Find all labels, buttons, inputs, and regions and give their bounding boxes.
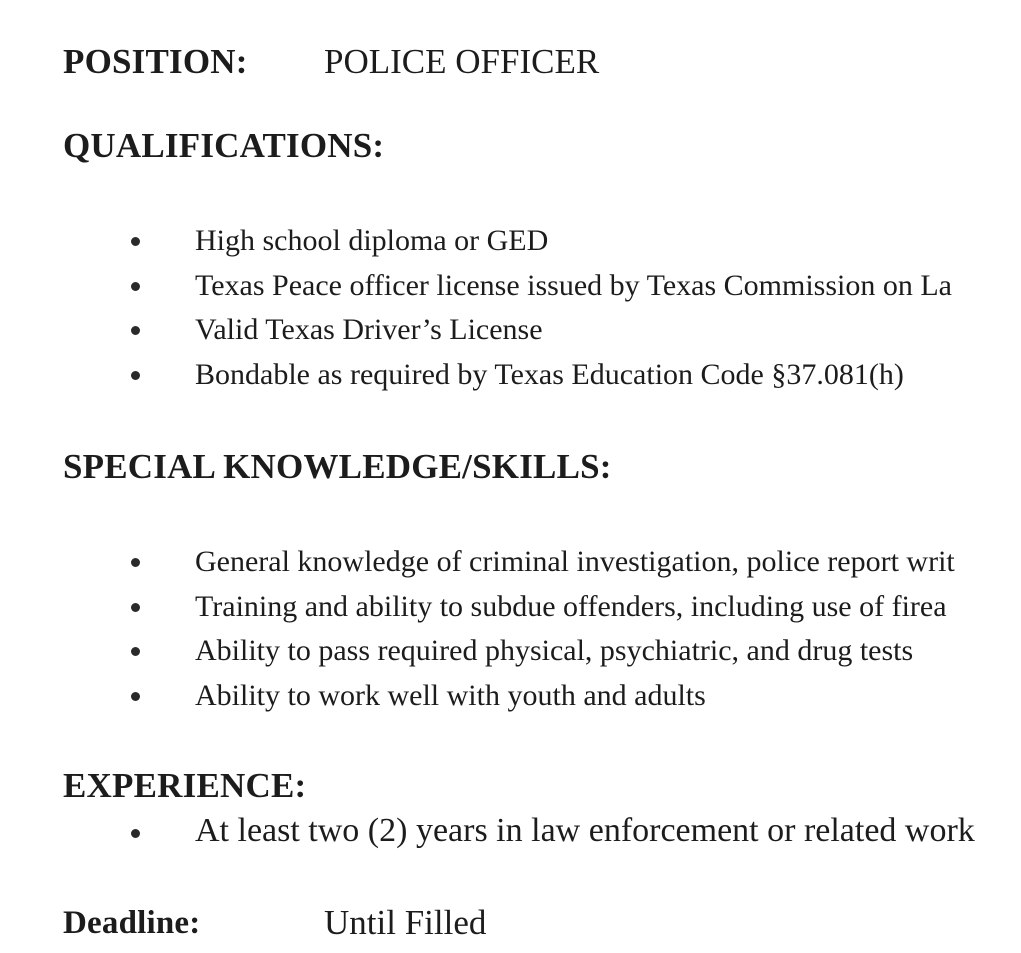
qualification-item: Texas Peace officer license issued by Texas Commission on La — [195, 269, 953, 302]
experience-heading: EXPERIENCE: — [63, 766, 307, 805]
bullet-icon — [131, 692, 140, 701]
skill-item: Ability to work well with youth and adults — [195, 679, 706, 712]
skill-item: Ability to pass required physical, psychiatric, and drug tests — [195, 634, 914, 667]
deadline-label: Deadline: — [63, 905, 201, 941]
deadline-value: Until Filled — [324, 903, 487, 942]
bullet-icon — [131, 282, 140, 291]
qualifications-heading: QUALIFICATIONS: — [63, 126, 385, 165]
bullet-icon — [131, 829, 140, 838]
skill-item: Training and ability to subdue offenders, including use of firea — [195, 590, 947, 623]
qualification-item: Bondable as required by Texas Education Code §37.081(h) — [195, 358, 904, 391]
skill-item: General knowledge of criminal investigation, police report writ — [195, 545, 955, 578]
experience-item: At least two (2) years in law enforcement or related work — [195, 812, 975, 849]
bullet-icon — [131, 603, 140, 612]
special-knowledge-heading: SPECIAL KNOWLEDGE/SKILLS: — [63, 447, 612, 486]
qualification-item: High school diploma or GED — [195, 224, 549, 257]
position-value: POLICE OFFICER — [324, 42, 600, 81]
bullet-icon — [131, 326, 140, 335]
bullet-icon — [131, 237, 140, 246]
bullet-icon — [131, 558, 140, 567]
bullet-icon — [131, 371, 140, 380]
position-label: POSITION: — [63, 42, 248, 81]
qualification-item: Valid Texas Driver’s License — [195, 313, 543, 346]
bullet-icon — [131, 647, 140, 656]
